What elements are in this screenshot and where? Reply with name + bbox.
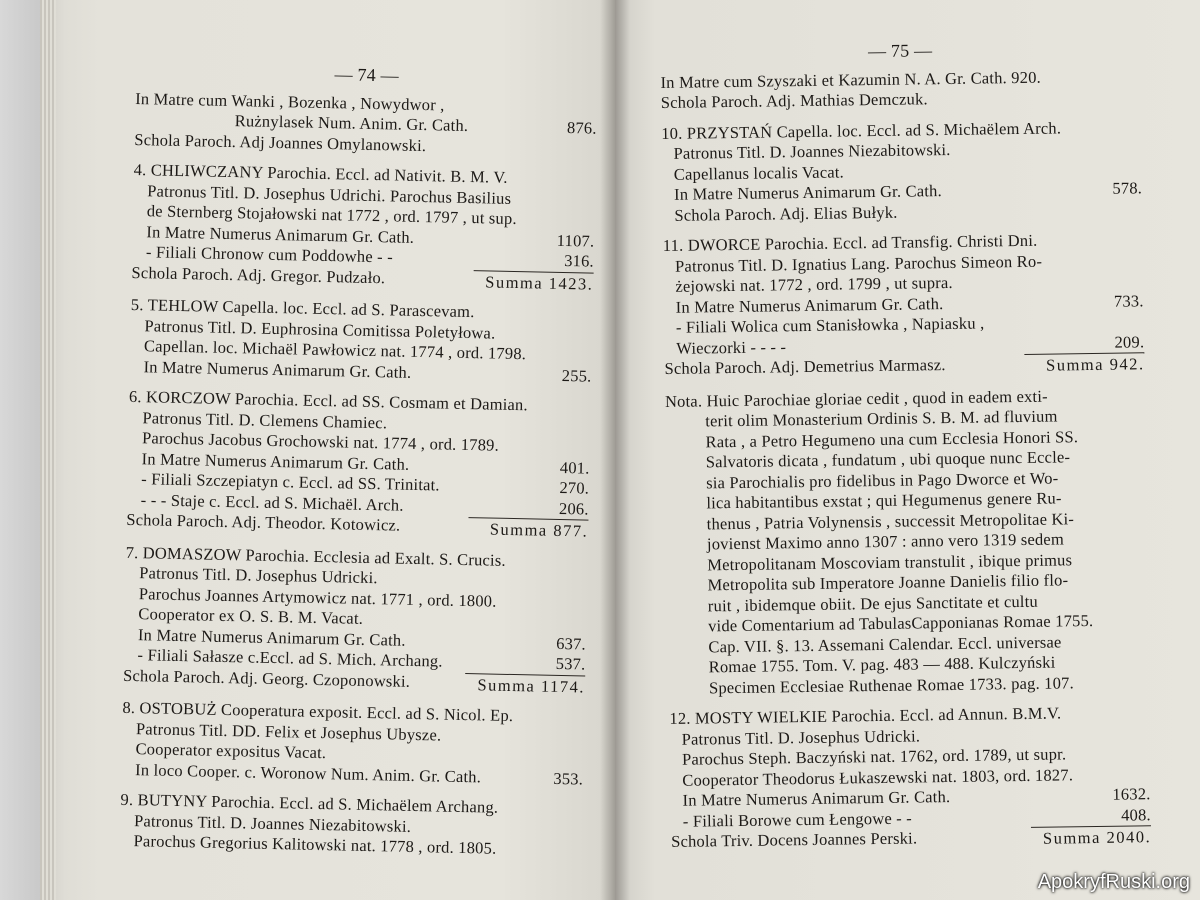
line-text: Schola Paroch. Adj. Theodor. Kotowicz. — [126, 509, 401, 535]
line-text: In Matre cum Wanki , Bozenka , Nowydwor , — [135, 88, 445, 114]
right-page-lines — [660, 66, 1144, 382]
summa-total: Summa 1423. — [473, 270, 593, 295]
line-text: 6. KORCZOW Parochia. Eccl. ad SS. Cosmam et Damian. — [128, 386, 529, 415]
line-text: In Matre Numerus Animarum Gr. Cath. — [673, 181, 942, 204]
line-text: Patronus Titl. D. Euphrosina Comitissa Poletyłowa. — [144, 315, 496, 343]
line-text: Schola Paroch. Adj Joannes Omylanowski. — [134, 129, 427, 155]
line-text: Patronus Titl. D. Joannes Niezabitowski. — [133, 810, 412, 836]
left-page — [40, 0, 615, 900]
nota-line: Rata , a Petro Hegumeno una cum Ecclesia Honori SS. — [705, 426, 1079, 451]
line-text: In Matre Numerus Animarum Gr. Cath. — [141, 448, 410, 474]
nota-block — [665, 385, 1149, 699]
line-text: In Matre Numerus Animarum Gr. Cath. — [675, 293, 944, 317]
nota-line: lica habitantibus exstat ; qui Hegumenus genere Ru- — [706, 488, 1062, 513]
line-text: Wieczorki - - - - — [676, 336, 787, 358]
line-text: Schola Paroch. Adj. Demetrius Marmasz. — [664, 355, 946, 378]
line-number: 637. — [555, 633, 587, 654]
line-text: In loco Cooper. c. Woronow Num. Anim. Gr. Cath. — [134, 759, 482, 786]
line-text: Capellan. loc. Michaël Pawłowicz nat. 1774 , ord. 1798. — [143, 336, 527, 364]
left-page-lines — [119, 88, 597, 861]
line-text: Patronus Titl. D. Joannes Niezabitowski. — [673, 139, 951, 163]
line-number: 876. — [566, 118, 597, 138]
line-text: 12. MOSTY WIELKIE Parochia. Eccl. ad Annun. B.M.V. — [669, 703, 1062, 728]
summa-total: Summa 2040. — [1031, 825, 1151, 849]
summa-total: Summa 1174. — [465, 673, 585, 698]
line-text: Schola Paroch. Adj. Gregor. Pudzało. — [131, 262, 386, 287]
line-text: Schola Paroch. Adj. Elias Bułyk. — [674, 202, 898, 225]
line-text: Schola Triv. Docens Joannes Perski. — [671, 828, 918, 851]
nota-line: jovienst Maximo anno 1307 : anno vero 1319 sedem — [706, 529, 1065, 554]
line-text: 10. PRZYSTAŃ Capella. loc. Eccl. ad S. Michaëlem Arch. — [661, 117, 1062, 143]
left-page-text — [119, 60, 597, 861]
line-number: 401. — [559, 457, 590, 478]
line-number: 353. — [553, 768, 584, 789]
line-text: Patronus Titl. D. Josephus Udrichi. Parochus Basilius — [147, 180, 512, 208]
line-text: Patronus Titl. D. Josephus Udricki. — [681, 725, 921, 749]
line-text: 8. OSTOBUŻ Cooperatura exposit. Eccl. ad S. Nicol. Ep. — [122, 697, 514, 726]
nota-line: terit olim Monasterium Ordinis S. B. M. ad fluvium — [705, 406, 1058, 431]
line-number: 316. — [564, 251, 595, 271]
nota-line: Salvatoris dicata , fundatum , ubi quoque nunc Eccle- — [705, 447, 1071, 472]
line-text: Cooperator Theodorus Łukaszewski nat. 1803, ord. 1827. — [682, 764, 1074, 790]
summa-total: Summa 942. — [1024, 352, 1144, 376]
watermark: ApokryfRuski.org — [1037, 871, 1190, 893]
nota-line: ruit , ibidemque obiit. De ejus Sanctitate et cultu — [707, 591, 1038, 615]
nota-line: vide Comentarium ad TabulasCapponianas Romae 1755. — [707, 611, 1094, 636]
left-page-number: — 74 — — [334, 64, 400, 86]
line-text: 11. DWORCE Parochia. Eccl. ad Transfig. Christi Dni. — [662, 230, 1038, 255]
line-text: - Filiali Szczepiatyn c. Eccl. ad SS. Trinitat. — [141, 469, 440, 495]
line-text: Patronus Titl. D. Josephus Udricki. — [139, 563, 378, 588]
right-page — [615, 0, 1200, 900]
right-page-number: — 75 — — [867, 40, 933, 62]
line-text: In Matre cum Szyszaki et Kazumin N. A. Gr. Cath. 920. — [660, 67, 1042, 92]
line-text: Schola Paroch. Adj. Georg. Czoponowski. — [122, 665, 411, 691]
line-text: - Filiali Borowe cum Łengowe - - — [682, 808, 913, 831]
line-number: 209. — [1114, 331, 1145, 352]
line-text: Patronus Titl. DD. Felix et Josephus Ubysze. — [135, 718, 442, 745]
line-text: - Filiali Chronow cum Poddowhe - - — [145, 242, 394, 267]
line-text: Patronus Titl. D. Clemens Chamiec. — [142, 407, 388, 432]
line-text: żejowski nat. 1772 , ord. 1799 , ut supra. — [675, 272, 953, 296]
line-text: In Matre Numerus Animarum Gr. Cath. — [143, 356, 412, 382]
book-gutter — [600, 0, 630, 900]
page-stack-edge — [40, 0, 56, 900]
line-number: 255. — [561, 365, 592, 386]
nota-line: Metropolitanam Moscoviam transtulit , ibique primus — [707, 549, 1073, 574]
line-number: 270. — [559, 477, 590, 498]
line-number: 537. — [555, 653, 586, 674]
line-text: Parochus Jacobus Grochowski nat. 1774 , ord. 1789. — [141, 428, 500, 455]
line-text: Rużnylasek Num. Anim. Gr. Cath. — [234, 111, 469, 135]
right-page-text — [660, 37, 1151, 864]
nota-line: Romae 1755. Tom. V. pag. 483 — 488. Kulczyński — [708, 652, 1056, 677]
line-text: de Sternberg Stojałowski nat 1772 , ord. 1797 , ut sup. — [146, 201, 517, 229]
line-text: Cooperator expositus Vacat. — [135, 739, 327, 763]
line-text: 5. TEHLOW Capella. loc. Eccl. ad S. Parascevam. — [130, 294, 475, 322]
line-text: In Matre Numerus Animarum Gr. Cath. — [137, 624, 406, 650]
line-text: Parochus Steph. Baczyński nat. 1762, ord. 1789, ut supr. — [681, 744, 1067, 769]
line-number: 733. — [1113, 290, 1144, 311]
line-text: - Filiali Sałasze c.Eccl. ad S. Mich. Archang. — [137, 645, 443, 671]
nota-line: thenus , Patria Volynensis , successit Metropolitae Ki- — [706, 508, 1075, 533]
line-text: Schola Paroch. Adj. Mathias Demczuk. — [660, 89, 928, 112]
cloth-edge — [0, 0, 40, 900]
line-text: 7. DOMASZOW Parochia. Ecclesia ad Exalt. S. Crucis. — [125, 542, 506, 570]
line-text: Capellanus localis Vacat. — [673, 161, 845, 184]
line-text: Parochus Joannes Artymowicz nat. 1771 , ord. 1800. — [138, 583, 497, 611]
line-number: 1107. — [556, 230, 595, 251]
right-page-lines-2 — [669, 702, 1151, 854]
line-text: - Filiali Wolica cum Stanisłowka , Napiasku , — [675, 313, 985, 337]
nota-line: sia Parochialis pro fidelibus in Pago Dworce et Wo- — [705, 467, 1059, 492]
summa-total: Summa 877. — [468, 517, 588, 542]
nota-line: Nota. Huic Parochiae gloriae cedit , quod in eadem exti- — [664, 386, 1048, 411]
line-number: 206. — [558, 498, 589, 519]
line-text: Parochus Gregorius Kalitowski nat. 1778 , ord. 1805. — [133, 831, 497, 858]
nota-line: Specimen Ecclesiae Ruthenae Romae 1733. pag. 107. — [708, 672, 1074, 697]
line-number: 578. — [1112, 178, 1143, 198]
line-text: 4. CHLIWCZANY Parochia. Eccl. ad Nativit. B. M. V. — [133, 159, 508, 187]
line-text: Cooperator ex O. S. B. M. Vacat. — [138, 604, 364, 628]
line-text: 9. BUTYNY Parochia. Eccl. ad S. Michaëlem Archang. — [120, 789, 499, 817]
line-text: - - - Staje c. Eccl. ad S. Michaël. Arch. — [140, 489, 404, 515]
nota-line: Metropolita sub Imperatore Joanne Danielis filio flo- — [707, 570, 1069, 595]
line-text: Patronus Titl. D. Ignatius Lang. Parochus Simeon Ro- — [674, 251, 1043, 276]
line-text: In Matre Numerus Animarum Gr. Cath. — [146, 221, 415, 247]
line-text: In Matre Numerus Animarum Gr. Cath. — [682, 787, 951, 810]
line-number: 1632. — [1112, 784, 1151, 804]
nota-line: Cap. VII. §. 13. Assemani Calendar. Eccl. universae — [708, 631, 1062, 656]
line-number: 408. — [1120, 804, 1151, 825]
